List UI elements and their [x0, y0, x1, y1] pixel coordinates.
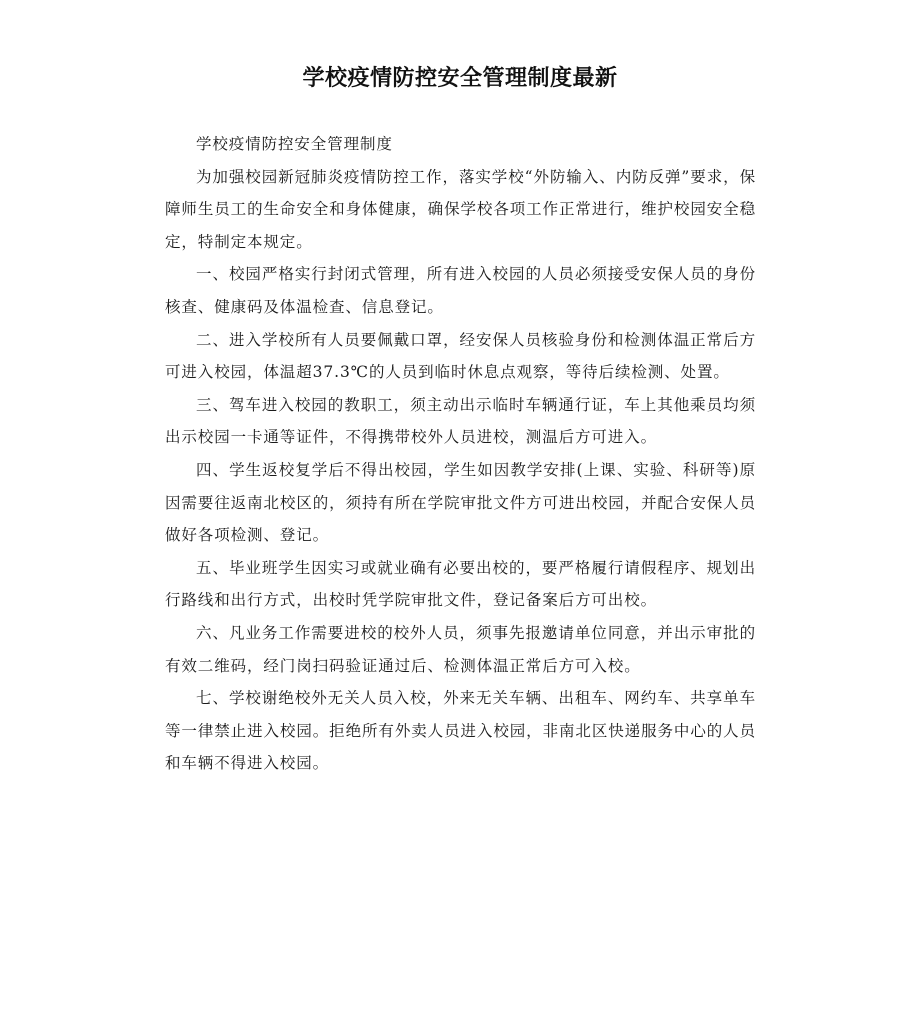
- paragraph-rule-1: 一、校园严格实行封闭式管理，所有进入校园的人员必须接受安保人员的身份核查、健康码及体温检查、信息登记。: [165, 265, 756, 316]
- paragraph-intro: 为加强校园新冠肺炎疫情防控工作，落实学校“外防输入、内防反弹”要求，保障师生员工的生命安全和身体健康，确保学校各项工作正常进行，维护校园安全稳定，特制定本规定。: [165, 167, 756, 251]
- paragraph-rule-3: 三、驾车进入校园的教职工，须主动出示临时车辆通行证，车上其他乘员均须出示校园一卡通等证件，不得携带校外人员进校，测温后方可进入。: [165, 395, 756, 447]
- paragraph-rule-4: 四、学生返校复学后不得出校园，学生如因教学安排(上课、实验、科研等)原因需要往返南北校区的，须持有所在学院审批文件方可进出校园，并配合安保人员做好各项检测、登记。: [165, 460, 756, 545]
- document-subtitle: 学校疫情防控安全管理制度: [196, 135, 393, 153]
- document-body: [165, 128, 756, 780]
- paragraph-rule-6: 六、凡业务工作需要进校的校外人员，须事先报邀请单位同意，并出示审批的有效二维码，经门岗扫码验证通过后、检测体温正常后方可入校。: [165, 623, 756, 675]
- paragraph-rule-5: 五、毕业班学生因实习或就业确有必要出校的，要严格履行请假程序、规划出行路线和出行方式，出校时凭学院审批文件，登记备案后方可出校。: [165, 558, 756, 610]
- paragraph-rule-7: 七、学校谢绝校外无关人员入校，外来无关车辆、出租车、网约车、共享单车等一律禁止进入校园。拒绝所有外卖人员进入校园，非南北区快递服务中心的人员和车辆不得进入校园。: [165, 689, 756, 773]
- paragraph-rule-2: 二、进入学校所有人员要佩戴口罩，经安保人员核验身份和检测体温正常后方可进入校园，体温超37.3℃的人员到临时休息点观察，等待后续检测、处置。: [165, 330, 756, 382]
- document-title: 学校疫情防控安全管理制度最新: [302, 66, 618, 91]
